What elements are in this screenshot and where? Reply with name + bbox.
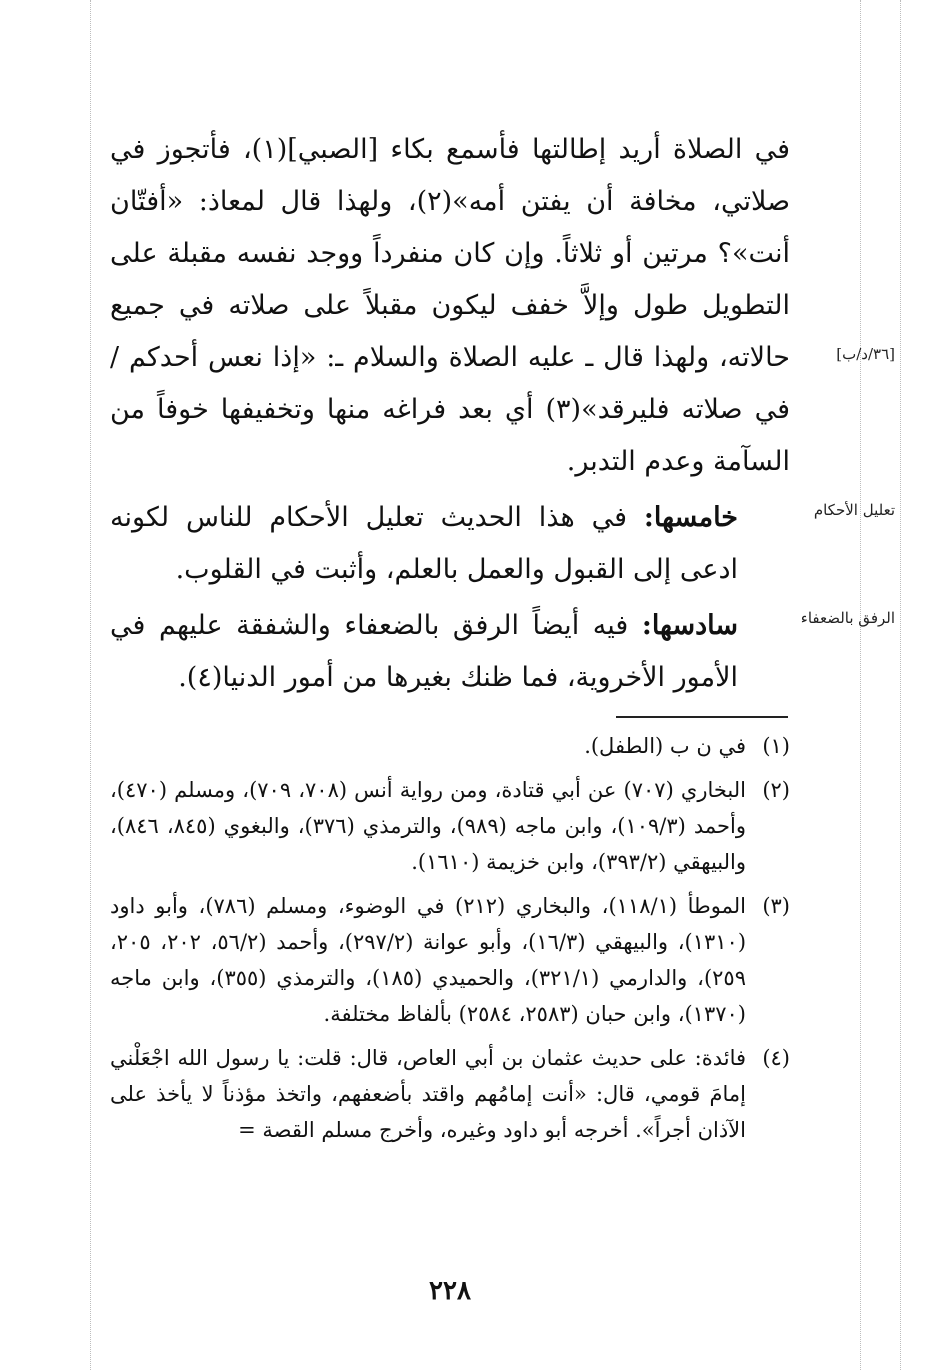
main-text-paragraph-3 xyxy=(110,600,790,704)
margin-note-folio: [٣٦/د/ب] xyxy=(836,345,895,363)
scan-dotted-guide-left xyxy=(90,0,91,1370)
footnote-text: في ن ب (الطفل). xyxy=(584,734,746,758)
footnote-text: البخاري (٧٠٧) عن أبي قتادة، ومن رواية أنس (٧٠٨، ٧٠٩)، ومسلم (٤٧٠)، وأحمد (١٠٩/٣)، وابن ماجه (٩٨٩)، والترمذي (٣٧٦)، والبغوي (٨٤٥، ٨٤٦)، والبيهقي (٣٩٣/٢)، وابن خزيمة (١٦١٠). xyxy=(110,778,746,874)
footnote-separator-rule xyxy=(616,716,788,718)
scan-dotted-guide-right-outer xyxy=(900,0,901,1370)
footnote-text: فائدة: على حديث عثمان بن أبي العاص، قال: قلت: يا رسول الله اجْعَلْني إمامَ قومي، قال: «أنت إمامُهم واقتد بأضعفهم، واتخذ مؤذناً لا يأخذ على الآذان أجراً». أخرجه أبو داود وغيره، وأخرج مسلم القصة = xyxy=(110,1046,746,1142)
margin-note-rifq-bil-du-afa: الرفق بالضعفاء xyxy=(800,609,895,627)
main-text-paragraph-2 xyxy=(110,492,790,596)
footnote-1 xyxy=(110,728,790,764)
footnote-2 xyxy=(110,772,790,880)
footnotes xyxy=(110,728,790,1156)
paragraph-3-text: فيه أيضاً الرفق بالضعفاء والشفقة عليهم في الأمور الأخروية، فما ظنك بغيرها من أمور الدنيا(٤). xyxy=(110,610,738,693)
footnote-3 xyxy=(110,888,790,1032)
page-number: ٢٢٨ xyxy=(429,1276,471,1306)
paragraph-1: في الصلاة أريد إطالتها فأسمع بكاء [الصبي](١)، فأتجوز في صلاتي، مخافة أن يفتن أمه»(٢)، ولهذا قال لمعاذ: «أفتّان أنت»؟ مرتين أو ثلاثاً. وإن كان منفرداً ووجد نفسه مقبلة على التطويل طول وإلاَّ خفف ليكون مقبلاً على صلاته في جميع حالاته، ولهذا قال ـ عليه الصلاة والسلام ـ: «إذا نعس أحدكم / في صلاته فليرقد»(٣) أي بعد فراغه منها وتخفيفها خوفاً من السآمة وعدم التدبر. xyxy=(110,134,791,477)
paragraph-3 xyxy=(110,600,790,704)
footnote-number: (١) xyxy=(762,734,790,758)
footnote-number: (٤) xyxy=(762,1046,790,1070)
footnote-number: (٢) xyxy=(762,778,790,802)
paragraph-2-lead: خامسها: xyxy=(643,502,738,533)
paragraph-3-lead: سادسها: xyxy=(641,610,738,641)
footnote-4 xyxy=(110,1040,790,1148)
footnote-text: الموطأ (١١٨/١)، والبخاري (٢١٢) في الوضوء، ومسلم (٧٨٦)، وأبو داود (١٣١٠)، والبيهقي (١٦/٣)، وأبو عوانة (٢٩٧/٢)، وأحمد (٥٦/٢، ٢٠٢، ٢٠٥، ٢٥٩)، والدارمي (٣٢١/١)، والحميدي (١٨٥)، والترمذي (٣٥٥)، وابن ماجه (١٣٧٠)، وابن حبان (٢٥٨٣، ٢٥٨٤) بألفاظ مختلفة. xyxy=(110,894,747,1026)
paragraph-2-text: في هذا الحديث تعليل الأحكام للناس لكونه ادعى إلى القبول والعمل بالعلم، وأثبت في القلوب. xyxy=(110,502,738,585)
scan-dotted-guide-right-inner xyxy=(860,0,861,1370)
margin-note-ta-lil-al-ahkam: تعليل الأحكام xyxy=(813,501,895,519)
main-text-paragraph-1 xyxy=(110,124,790,488)
footnote-number: (٣) xyxy=(762,894,790,918)
paragraph-2 xyxy=(110,492,790,596)
